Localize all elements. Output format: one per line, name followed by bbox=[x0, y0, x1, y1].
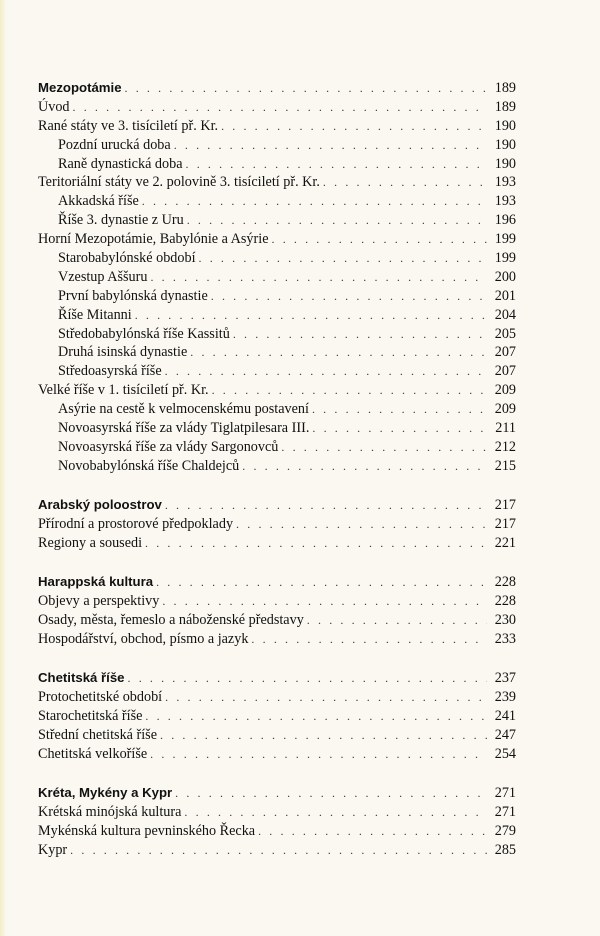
toc-page-number: 279 bbox=[494, 823, 516, 840]
toc-section-heading bbox=[38, 496, 516, 515]
toc-page-number: 228 bbox=[494, 593, 516, 610]
dot-leader bbox=[150, 745, 487, 764]
toc-entry bbox=[38, 343, 516, 362]
toc-entry-title: Vzestup Aššuru bbox=[58, 268, 148, 285]
toc-page-number: 207 bbox=[494, 363, 516, 380]
toc-entry-title: Novobabylónská říše Chaldejců bbox=[58, 457, 240, 474]
dot-leader bbox=[145, 534, 487, 553]
toc-page-number: 189 bbox=[494, 98, 516, 115]
toc-entry-title: Pozdní urucká doba bbox=[58, 136, 171, 153]
dot-leader bbox=[187, 211, 487, 230]
toc-entry-title: Mykénská kultura pevninského Řecka bbox=[38, 823, 256, 840]
dot-leader bbox=[258, 822, 487, 841]
dot-leader bbox=[165, 362, 487, 381]
toc-entry bbox=[38, 707, 516, 726]
toc-entry-title: Přírodní a prostorové předpoklady bbox=[38, 516, 234, 533]
toc-page-number: 239 bbox=[494, 689, 516, 706]
dot-leader bbox=[221, 117, 487, 136]
dot-leader bbox=[135, 306, 487, 325]
table-of-contents bbox=[38, 79, 516, 880]
toc-section-heading bbox=[38, 784, 516, 803]
toc-entry-title: Krétská minójská kultura bbox=[38, 804, 182, 821]
toc-entry-title: Chetitská říše bbox=[38, 670, 125, 686]
toc-entry-title: První babylónská dynastie bbox=[58, 287, 208, 304]
toc-page-number: 190 bbox=[494, 136, 516, 153]
toc-entry bbox=[38, 400, 516, 419]
toc-entry-title: Rané státy ve 3. tisíciletí př. Kr. bbox=[38, 117, 219, 134]
toc-entry-title: Akkadská říše bbox=[58, 193, 139, 210]
toc-page-number: 285 bbox=[494, 842, 516, 859]
dot-leader bbox=[70, 841, 487, 860]
toc-entry-title: Středobabylónská říše Kassitů bbox=[58, 325, 230, 342]
toc-entry bbox=[38, 211, 516, 230]
toc-entry-title: Starochetitská říše bbox=[38, 708, 143, 725]
toc-entry-title: Střední chetitská říše bbox=[38, 727, 157, 744]
toc-entry-title: Úvod bbox=[38, 98, 70, 115]
toc-page-number: 189 bbox=[494, 80, 516, 96]
toc-entry-title: Horní Mezopotámie, Babylónie a Asýrie bbox=[38, 231, 269, 248]
dot-leader bbox=[312, 419, 487, 438]
toc-entry bbox=[38, 325, 516, 344]
toc-entry-title: Arabský poloostrov bbox=[38, 497, 162, 513]
toc-entry-title: Druhá isinská dynastie bbox=[58, 344, 188, 361]
dot-leader bbox=[251, 630, 487, 649]
dot-leader bbox=[190, 343, 487, 362]
dot-leader bbox=[233, 325, 487, 344]
toc-entry bbox=[38, 381, 516, 400]
toc-entry bbox=[38, 841, 516, 860]
toc-page-number: 205 bbox=[494, 325, 516, 342]
toc-entry bbox=[38, 822, 516, 841]
toc-entry-title: Říše Mitanni bbox=[58, 306, 132, 323]
toc-entry-title: Středoasyrská říše bbox=[58, 363, 162, 380]
toc-section bbox=[38, 784, 516, 860]
dot-leader bbox=[174, 136, 487, 155]
toc-entry-title: Chetitská velkoříše bbox=[38, 746, 148, 762]
toc-section bbox=[38, 573, 516, 649]
toc-entry bbox=[38, 745, 516, 764]
toc-page-number: 254 bbox=[494, 746, 516, 762]
dot-leader bbox=[128, 669, 488, 688]
toc-page-number: 217 bbox=[494, 497, 516, 514]
dot-leader bbox=[156, 573, 487, 592]
toc-section bbox=[38, 79, 516, 476]
dot-leader bbox=[199, 249, 487, 268]
toc-entry-title: Novoasyrská říše za vlády Sargonovců bbox=[58, 438, 279, 455]
toc-entry bbox=[38, 419, 516, 438]
toc-page-number: 212 bbox=[494, 438, 516, 455]
toc-entry bbox=[38, 230, 516, 249]
toc-section-heading bbox=[38, 573, 516, 592]
toc-entry bbox=[38, 268, 516, 287]
toc-entry-title: Objevy a perspektivy bbox=[38, 593, 160, 610]
page-edge bbox=[0, 0, 6, 936]
dot-leader bbox=[184, 803, 487, 822]
dot-leader bbox=[236, 515, 487, 534]
dot-leader bbox=[145, 707, 487, 726]
toc-entry bbox=[38, 117, 516, 136]
toc-page-number: 199 bbox=[494, 250, 516, 267]
toc-page-number: 271 bbox=[494, 804, 516, 821]
toc-page-number: 215 bbox=[494, 457, 516, 474]
toc-entry bbox=[38, 438, 516, 457]
toc-entry-title: Kypr bbox=[38, 842, 68, 859]
toc-page-number: 221 bbox=[494, 534, 516, 551]
toc-page-number: 204 bbox=[494, 306, 516, 323]
toc-entry-title: Kréta, Mykény a Kypr bbox=[38, 785, 173, 801]
toc-page-number: 200 bbox=[494, 268, 516, 285]
toc-page-number: 217 bbox=[494, 516, 516, 533]
toc-page-number: 247 bbox=[494, 727, 516, 744]
dot-leader bbox=[165, 688, 487, 707]
dot-leader bbox=[312, 400, 487, 419]
dot-leader bbox=[150, 268, 487, 287]
toc-entry-title: Harappská kultura bbox=[38, 574, 154, 590]
toc-section-heading bbox=[38, 669, 516, 688]
dot-leader bbox=[162, 592, 487, 611]
dot-leader bbox=[272, 230, 488, 249]
dot-leader bbox=[307, 611, 487, 630]
toc-entry bbox=[38, 611, 516, 630]
toc-entry-title: Mezopotámie bbox=[38, 80, 122, 95]
toc-page-number: 190 bbox=[494, 117, 516, 134]
toc-page-number: 190 bbox=[494, 155, 516, 172]
toc-page-number: 230 bbox=[494, 612, 516, 629]
toc-page-number: 193 bbox=[494, 193, 516, 210]
toc-entry-title: Novoasyrská říše za vlády Tiglatpilesara III. bbox=[58, 420, 310, 437]
toc-page-number: 207 bbox=[494, 344, 516, 361]
toc-entry-title: Velké říše v 1. tisíciletí př. Kr. bbox=[38, 382, 209, 399]
toc-page-number: 228 bbox=[494, 574, 516, 591]
toc-entry bbox=[38, 155, 516, 174]
toc-entry bbox=[38, 136, 516, 155]
toc-page-number: 233 bbox=[494, 631, 516, 648]
toc-page-number: 237 bbox=[494, 670, 516, 687]
toc-page-number: 241 bbox=[494, 708, 516, 725]
toc-entry-title: Říše 3. dynastie z Uru bbox=[58, 212, 184, 229]
toc-section-heading bbox=[38, 79, 516, 98]
dot-leader bbox=[186, 155, 488, 174]
toc-page-number: 193 bbox=[494, 174, 516, 191]
toc-entry-title: Hospodářství, obchod, písmo a jazyk bbox=[38, 631, 249, 648]
toc-entry-title: Starobabylónské období bbox=[58, 250, 196, 267]
toc-entry bbox=[38, 534, 516, 553]
toc-entry bbox=[38, 362, 516, 381]
toc-entry bbox=[38, 803, 516, 822]
toc-page-number: 199 bbox=[494, 231, 516, 248]
toc-entry bbox=[38, 515, 516, 534]
dot-leader bbox=[125, 79, 487, 98]
toc-entry bbox=[38, 192, 516, 211]
dot-leader bbox=[211, 287, 487, 306]
toc-entry-title: Osady, města, řemeslo a náboženské představy bbox=[38, 612, 304, 629]
toc-section bbox=[38, 669, 516, 763]
toc-entry bbox=[38, 173, 516, 192]
toc-entry-title: Raně dynastická doba bbox=[58, 155, 183, 172]
dot-leader bbox=[281, 438, 487, 457]
dot-leader bbox=[160, 726, 487, 745]
toc-page-number: 209 bbox=[494, 382, 516, 399]
dot-leader bbox=[142, 192, 487, 211]
toc-entry bbox=[38, 287, 516, 306]
toc-entry bbox=[38, 592, 516, 611]
toc-page-number: 201 bbox=[494, 287, 516, 304]
dot-leader bbox=[175, 784, 487, 803]
toc-page-number: 209 bbox=[494, 401, 516, 418]
dot-leader bbox=[242, 457, 487, 476]
toc-entry bbox=[38, 98, 516, 117]
toc-page-number: 271 bbox=[494, 785, 516, 802]
toc-entry bbox=[38, 457, 516, 476]
toc-entry-title: Asýrie na cestě k velmocenskému postavení bbox=[58, 401, 309, 418]
toc-page-number: 211 bbox=[495, 420, 516, 437]
toc-entry bbox=[38, 630, 516, 649]
dot-leader bbox=[212, 381, 487, 400]
toc-entry bbox=[38, 306, 516, 325]
toc-page-number: 196 bbox=[494, 212, 516, 229]
dot-leader bbox=[73, 98, 487, 117]
toc-entry bbox=[38, 688, 516, 707]
toc-entry-title: Protochetitské období bbox=[38, 689, 163, 706]
toc-section bbox=[38, 496, 516, 553]
dot-leader bbox=[165, 496, 487, 515]
toc-entry bbox=[38, 726, 516, 745]
toc-entry bbox=[38, 249, 516, 268]
toc-entry-title: Regiony a sousedi bbox=[38, 534, 143, 551]
dot-leader bbox=[323, 173, 487, 192]
toc-entry-title: Teritoriální státy ve 2. polovině 3. tisíciletí př. Kr. bbox=[38, 174, 320, 191]
